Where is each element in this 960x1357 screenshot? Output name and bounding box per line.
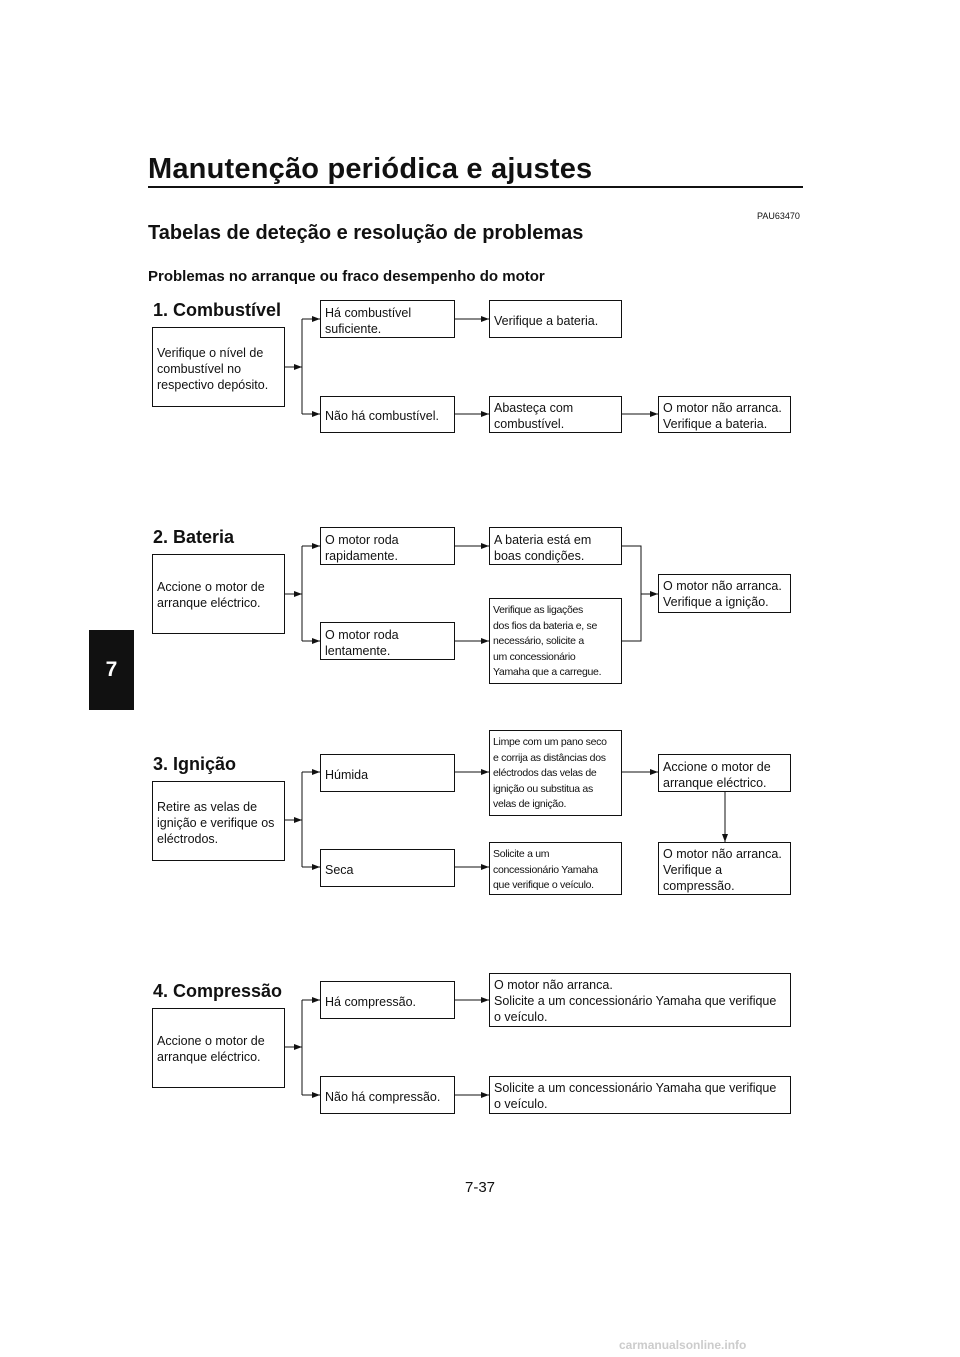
ignicao-start-motor-box: Accione o motor de arranque eléctrico.: [658, 754, 791, 792]
bateria-fast-box: O motor roda rapidamente.: [320, 527, 455, 565]
page-title: Manutenção periódica e ajustes: [148, 153, 593, 185]
ignicao-wet-box: Húmida: [320, 754, 455, 792]
group-title-compressao: 4. Compressão: [153, 981, 283, 1001]
compressao-no-result-box: Solicite a um concessionário Yamaha que verifique o veículo.: [489, 1076, 791, 1114]
page-number: 7-37: [464, 1179, 496, 1196]
ignicao-clean-box: Limpe com um pano seco e corrija as distâncias dos eléctrodos das velas de ignição ou substitua as velas de ignição.: [489, 730, 622, 816]
watermark[interactable]: carmanualsonline.info: [619, 1338, 747, 1352]
section-title: Tabelas de deteção e resolução de problemas: [148, 222, 584, 244]
combustivel-start-box: Verifique o nível de combustível no respectivo depósito.: [152, 327, 285, 407]
compressao-no-box: Não há compressão.: [320, 1076, 455, 1114]
ignicao-dry-box: Seca: [320, 849, 455, 887]
combustivel-result-box: O motor não arranca. Verifique a bateria.: [658, 396, 791, 433]
group-title-ignicao: 3. Ignição: [153, 754, 237, 774]
combustivel-check-battery-box: Verifique a bateria.: [489, 300, 622, 338]
group-title-combustivel: 1. Combustível: [153, 300, 282, 320]
bateria-good-box: A bateria está em boas condições.: [489, 527, 622, 565]
bateria-result-box: O motor não arranca. Verifique a ignição.: [658, 574, 791, 613]
group-title-bateria: 2. Bateria: [153, 527, 235, 547]
subsection-title: Problemas no arranque ou fraco desempenho do motor: [148, 268, 545, 285]
ignicao-dealer-box: Solicite a um concessionário Yamaha que verifique o veículo.: [489, 842, 622, 895]
bateria-start-box: Accione o motor de arranque eléctrico.: [152, 554, 285, 634]
combustivel-none-box: Não há combustível.: [320, 396, 455, 433]
compressao-yes-box: Há compressão.: [320, 981, 455, 1019]
compressao-start-box: Accione o motor de arranque eléctrico.: [152, 1008, 285, 1088]
combustivel-sufficient-box: Há combustível suficiente.: [320, 300, 455, 338]
section-code: PAU63470: [757, 211, 800, 221]
bateria-check-wires-box: Verifique as ligações dos fios da bateria e, se necessário, solicite a um concessionário Yamaha que a carregue.: [489, 598, 622, 684]
ignicao-start-box: Retire as velas de ignição e verifique os eléctrodos.: [152, 781, 285, 861]
compressao-yes-result-box: O motor não arranca. Solicite a um concessionário Yamaha que verifique o veículo.: [489, 973, 791, 1027]
combustivel-refuel-box: Abasteça com combustível.: [489, 396, 622, 433]
ignicao-result-box: O motor não arranca. Verifique a compressão.: [658, 842, 791, 895]
bateria-slow-box: O motor roda lentamente.: [320, 622, 455, 660]
chapter-tab[interactable]: 7: [89, 630, 134, 710]
